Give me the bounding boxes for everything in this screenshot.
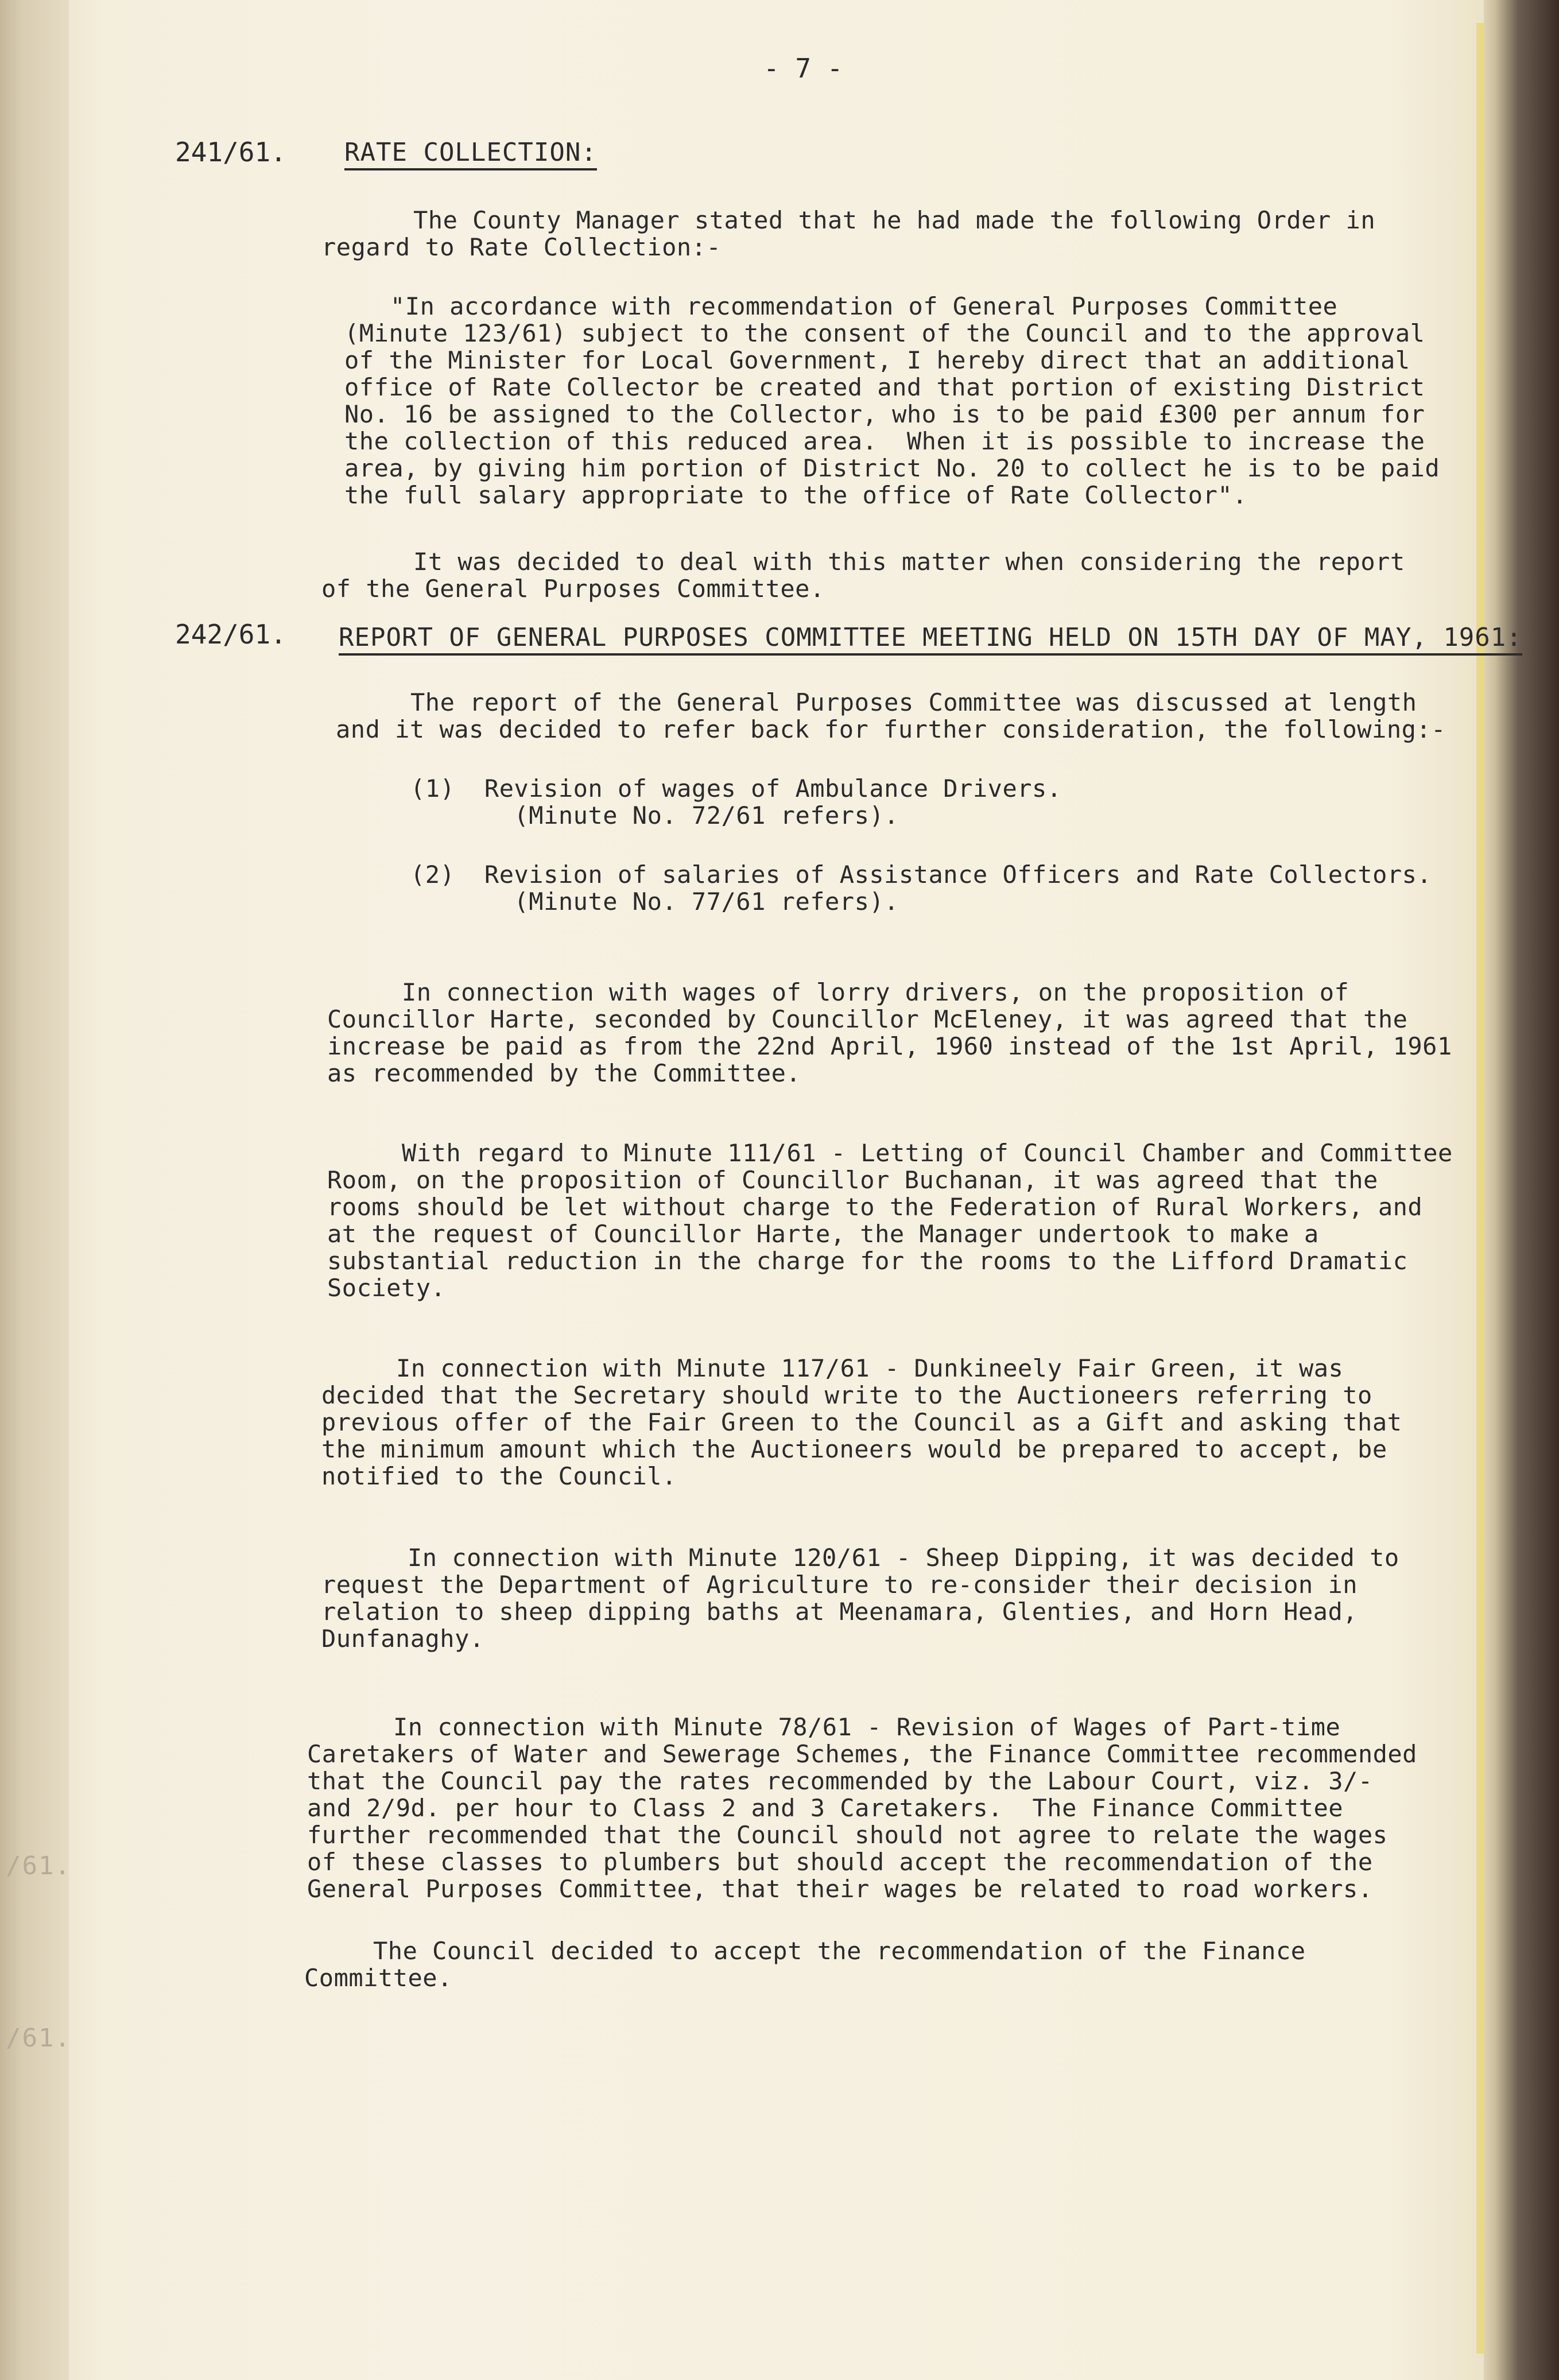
minute-paragraph: In connection with Minute 117/61 - Dunkineely Fair Green, it was decided that the Secretary should write to the Auctioneers referring to previous offer of the Fair Green to the Council as a Gift and asking that the minimum amount which the Auctioneers would be prepared to accept, be notified to the Council. xyxy=(321,1354,1402,1490)
referred-item: (1) Revision of wages of Ambulance Drivers. (Minute No. 72/61 refers). xyxy=(410,774,1062,829)
minute-paragraph: In connection with Minute 78/61 - Revision of Wages of Part-time Caretakers of Water and Sewerage Schemes, the Finance Committee recommended that the Council pay the rates recommended by the Labour Court, viz. 3/- and 2/9d. per hour to Class 2 and 3 Caretakers. The Finance Committee further recommended that the Council should not agree to relate the wages of these classes to plumbers but should accept the recommendation of the General Purposes Committee, that their wages be related to road workers. xyxy=(307,1713,1417,1903)
referred-item: (2) Revision of salaries of Assistance Officers and Rate Collectors. (Minute No. 77/61 refers). xyxy=(410,860,1432,916)
minute-paragraph: With regard to Minute 111/61 - Letting of Council Chamber and Committee Room, on the proposition of Councillor Buchanan, it was agreed that the rooms should be let without charge to the Federation of Rural Workers, and at the request of Councillor Harte, the Manager undertook to make a substantial reduction in the charge for the rooms to the Lifford Dramatic Society. xyxy=(327,1139,1453,1302)
quoted-order: "In accordance with recommendation of General Purposes Committee (Minute 123/61) subject to the consent of the Council and to the approval of the Minister for Local Government, I hereby direct that an additional office of Rate Collector be created and that portion of existing District No. 16 be assigned to the Collector, who is to be paid £300 per annum for the collection of this reduced area. When it is possible to increase the area, by giving him portion of District No. 20 to collect he is to be paid the full salary appropriate to the office of Rate Collector". xyxy=(344,292,1440,509)
minute-paragraph: In connection with wages of lorry drivers, on the proposition of Councillor Harte, seconded by Councillor McEleney, it was agreed that the increase be paid as from the 22nd April, 1960 instead of the 1st April, 1961 as recommended by the Committee. xyxy=(327,978,1452,1087)
margin-ghost-mark: /61. xyxy=(6,2024,71,2053)
minute-heading: RATE COLLECTION: xyxy=(344,138,597,170)
minute-paragraph: The County Manager stated that he had made the following Order in regard to Rate Collection:- xyxy=(321,206,1376,261)
minute-heading: REPORT OF GENERAL PURPOSES COMMITTEE MEETING HELD ON 15TH DAY OF MAY, 1961: xyxy=(339,623,1522,656)
binding-edge xyxy=(1484,0,1559,2380)
minute-paragraph: It was decided to deal with this matter when considering the report of the General Purposes Committee. xyxy=(321,548,1405,603)
page-number: - 7 - xyxy=(763,53,843,84)
minute-paragraph: The Council decided to accept the recommendation of the Finance Committee. xyxy=(304,1937,1306,1992)
minute-paragraph: The report of the General Purposes Committee was discussed at length and it was decided to refer back for further consideration, the following:- xyxy=(336,688,1446,743)
minute-number: 241/61. xyxy=(175,137,286,168)
margin-ghost-mark: /61. xyxy=(6,1851,71,1881)
minute-number: 242/61. xyxy=(175,619,286,650)
minute-paragraph: In connection with Minute 120/61 - Sheep Dipping, it was decided to request the Department of Agriculture to re-consider their decision in relation to sheep dipping baths at Meenamara, Glenties, and Horn Head, Dunfanaghy. xyxy=(321,1544,1399,1653)
